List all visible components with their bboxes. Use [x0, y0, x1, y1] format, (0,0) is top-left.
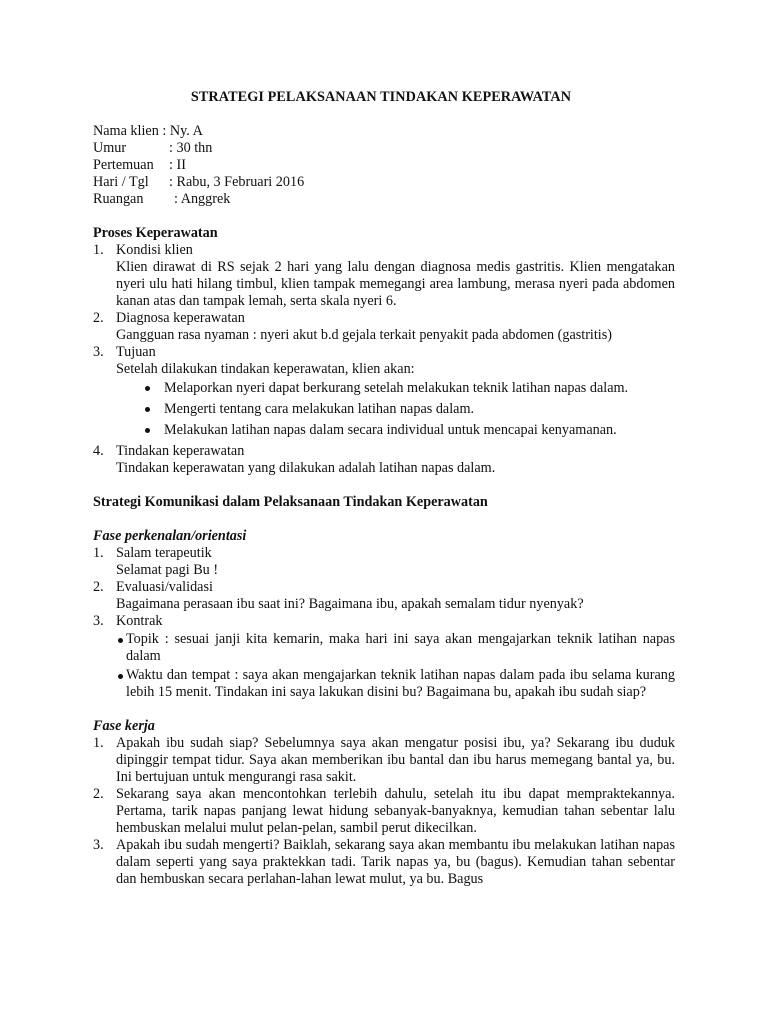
list-item: 1. Kondisi klien Klien dirawat di RS sejak 2 hari yang lalu dengan diagnosa medis gastritis. Klien mengatakan nyeri ulu hati hilang timbul, klien tampak memegangi area lambung, merasa nyeri pada abdomen kanan atas dan tampak lemah, serta skala nyeri 6.	[93, 242, 675, 309]
document-title: STRATEGI PELAKSANAAN TINDAKAN KEPERAWATAN	[190, 89, 572, 105]
bullet-item: Waktu dan tempat : saya akan mengajarkan teknik latihan napas dalam pada ibu selama kurang lebih 15 menit. Tindakan ini saya lakukan disini bu? Bagaimana bu, apakah ibu sudah siap?	[116, 667, 675, 701]
identity-label: Ruangan	[93, 191, 144, 207]
section-heading-strategi: Strategi Komunikasi dalam Pelaksanaan Tindakan Keperawatan	[93, 494, 488, 510]
item-text: Tindakan keperawatan yang dilakukan adalah latihan napas dalam.	[116, 460, 496, 476]
item-text: Bagaimana perasaan ibu saat ini? Bagaimana ibu, apakah semalam tidur nyenyak?	[116, 596, 584, 612]
identity-label: Umur	[93, 140, 127, 156]
section-heading-proses: Proses Keperawatan	[93, 225, 218, 241]
identity-row-date	[93, 174, 675, 191]
identity-value: : Anggrek	[174, 191, 231, 207]
item-title: Diagnosa keperawatan	[116, 310, 245, 326]
list-item: 3. Tujuan Setelah dilakukan tindakan keperawatan, klien akan: Melaporkan nyeri dapat berkurang setelah melakukan teknik latihan napas dalam. Mengerti tentang cara melakukan latihan napas dalam. Melakukan latihan napas dalam secara individual untuk mencapai kenyamanan.	[93, 344, 675, 443]
item-text: Klien dirawat di RS sejak 2 hari yang lalu dengan diagnosa medis gastritis. Klien mengatakan nyeri ulu hati hilang timbul, klien tampak memegangi area lambung, merasa nyeri pada abdomen kanan atas dan tampak lemah, serta skala nyeri 6.	[116, 259, 675, 309]
item-title: Evaluasi/validasi	[116, 579, 213, 595]
item-title: Tindakan keperawatan	[116, 443, 245, 459]
bullet-item: Topik : sesuai janji kita kemarin, maka hari ini saya akan mengajarkan teknik latihan napas dalam	[116, 631, 675, 665]
list-item: 4. Tindakan keperawatan Tindakan keperawatan yang dilakukan adalah latihan napas dalam.	[93, 443, 675, 477]
bullet-item: Melaporkan nyeri dapat berkurang setelah melakukan teknik latihan napas dalam.	[116, 380, 675, 397]
bullet-item: Mengerti tentang cara melakukan latihan napas dalam.	[116, 401, 675, 418]
item-text: Setelah dilakukan tindakan keperawatan, klien akan:	[116, 361, 415, 377]
client-identity	[93, 123, 675, 208]
identity-row-meeting	[93, 157, 675, 174]
identity-row-room	[93, 191, 675, 208]
list-item: 3. Kontrak Topik : sesuai janji kita kemarin, maka hari ini saya akan mengajarkan teknik latihan napas dalam Waktu dan tempat : saya akan mengajarkan teknik latihan napas dalam pada ibu selama kurang lebih 15 menit. Tindakan ini saya lakukan disini bu? Bagaimana bu, apakah ibu sudah siap?	[93, 613, 675, 700]
goal-list	[116, 380, 675, 439]
list-item: 1. Apakah ibu sudah siap? Sebelumnya saya akan mengatur posisi ibu, ya? Sekarang ibu duduk dipinggir tempat tidur. Saya akan memberikan ibu bantal dan ibu harus memegang bantal ya, bu. Ini bertujuan untuk mengurangi rasa sakit.	[93, 735, 675, 785]
identity-value: : Rabu, 3 Februari 2016	[169, 174, 305, 190]
identity-label: Nama klien : Ny. A	[93, 123, 203, 139]
item-text: Apakah ibu sudah mengerti? Baiklah, sekarang saya akan membantu ibu melakukan latihan napas dalam seperti yang saya praktekkan tadi. Tarik napas ya, bu (bagus). Kemudian tahan sebentar dan hembuskan secara perlahan-lahan lewat mulut, ya bu. Bagus	[116, 837, 675, 887]
identity-label: Pertemuan	[93, 157, 154, 173]
phase-heading-orientasi: Fase perkenalan/orientasi	[93, 528, 247, 544]
item-title: Kondisi klien	[116, 242, 193, 258]
list-item: 2. Sekarang saya akan mencontohkan terlebih dahulu, setelah itu ibu dapat mempraktekannya. Pertama, tarik napas panjang lewat hidung sebanyak-banyaknya, kemudian tahan sebentar lalu hembuskan melalui mulut pelan-pelan, sambil perut dikecilkan.	[93, 786, 675, 836]
item-title: Kontrak	[116, 613, 163, 629]
bullet-item: Melakukan latihan napas dalam secara individual untuk mencapai kenyamanan.	[116, 422, 675, 439]
list-item: 2. Diagnosa keperawatan Gangguan rasa nyaman : nyeri akut b.d gejala terkait penyakit pada abdomen (gastritis)	[93, 310, 675, 344]
item-title: Tujuan	[116, 344, 156, 360]
identity-row-name	[93, 123, 675, 140]
item-text: Gangguan rasa nyaman : nyeri akut b.d gejala terkait penyakit pada abdomen (gastritis)	[116, 327, 612, 343]
list-item: 3. Apakah ibu sudah mengerti? Baiklah, sekarang saya akan membantu ibu melakukan latihan napas dalam seperti yang saya praktekkan tadi. Tarik napas ya, bu (bagus). Kemudian tahan sebentar dan hembuskan secara perlahan-lahan lewat mulut, ya bu. Bagus	[93, 837, 675, 887]
document-page	[93, 89, 675, 888]
identity-value: : II	[169, 157, 186, 173]
phase-heading-kerja: Fase kerja	[93, 718, 155, 734]
item-text: Apakah ibu sudah siap? Sebelumnya saya akan mengatur posisi ibu, ya? Sekarang ibu duduk dipinggir tempat tidur. Saya akan memberikan ibu bantal dan ibu harus memegang bantal ya, bu. Ini bertujuan untuk mengurangi rasa sakit.	[116, 735, 675, 785]
list-item: 1. Salam terapeutik Selamat pagi Bu !	[93, 545, 675, 579]
item-text: Sekarang saya akan mencontohkan terlebih dahulu, setelah itu ibu dapat mempraktekannya. Pertama, tarik napas panjang lewat hidung sebanyak-banyaknya, kemudian tahan sebentar lalu hembuskan melalui mulut pelan-pelan, sambil perut dikecilkan.	[116, 786, 675, 836]
item-text: Selamat pagi Bu !	[116, 562, 219, 578]
item-title: Salam terapeutik	[116, 545, 212, 561]
identity-value: : 30 thn	[169, 140, 213, 156]
identity-row-age	[93, 140, 675, 157]
identity-label: Hari / Tgl	[93, 174, 149, 190]
list-item: 2. Evaluasi/validasi Bagaimana perasaan ibu saat ini? Bagaimana ibu, apakah semalam tidur nyenyak?	[93, 579, 675, 613]
